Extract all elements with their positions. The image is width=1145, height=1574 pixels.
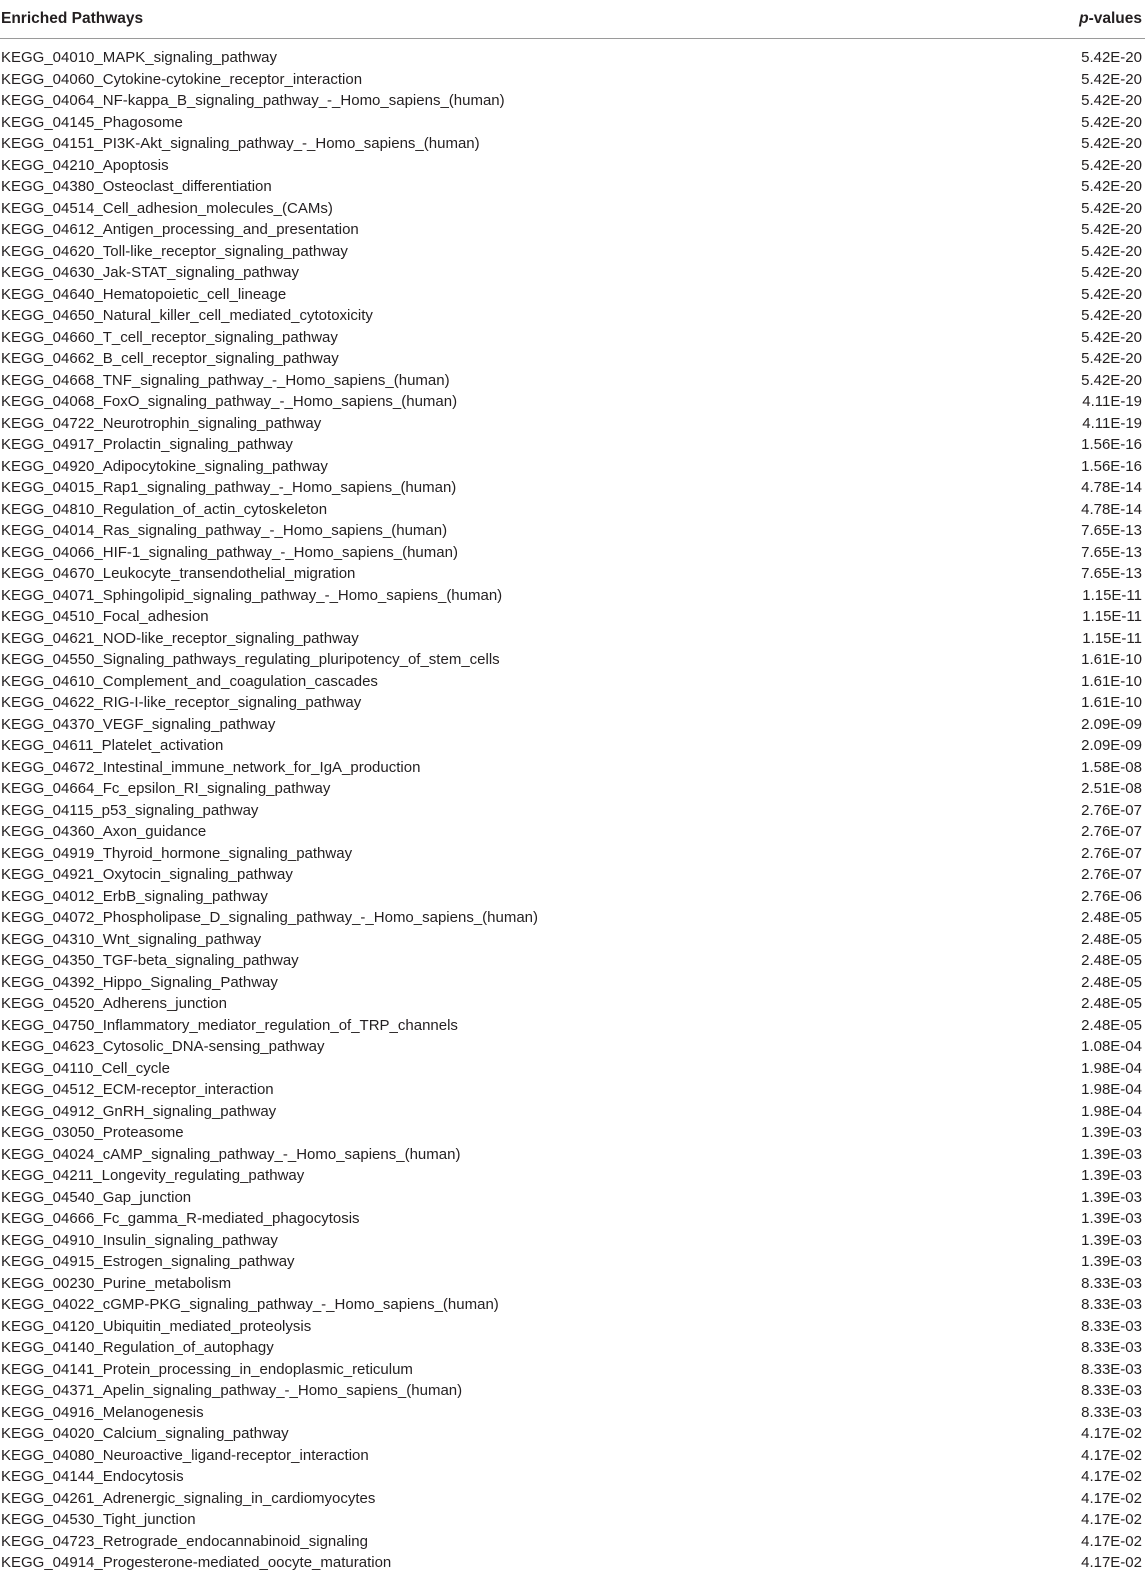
p-value: 1.61E-10 [1081,672,1142,690]
table-row [0,886,1145,908]
pathway-name: KEGG_04540_Gap_junction [1,1188,192,1206]
pathway-name: KEGG_04620_Toll-like_receptor_signaling_pathway [1,242,348,260]
column-header-pvalues [1079,10,1142,28]
p-value: 1.08E-04 [1081,1038,1142,1055]
pathway-name: KEGG_04621_NOD-like_receptor_signaling_pathway [1,629,359,647]
pathway-name: KEGG_04014_Ras_signaling_pathway_-_Homo_sapiens_(human) [1,522,448,539]
pathway-name: KEGG_04919_Thyroid_hormone_signaling_pathway [1,844,353,862]
p-value: 2.76E-07 [1081,866,1142,883]
pathway-name: KEGG_04610_Complement_and_coagulation_cascades [1,672,378,690]
p-value: 4.17E-02 [1081,1446,1142,1464]
pathway-name: KEGG_04060_Cytokine-cytokine_receptor_interaction [1,70,363,88]
p-value: 1.58E-08 [1081,758,1142,776]
p-value: 8.33E-03 [1081,1382,1142,1399]
pathway-name: KEGG_04550_Signaling_pathways_regulating_pluripotency_of_stem_cells [1,651,500,668]
table-row [0,1316,1145,1338]
pathway-name: KEGG_04912_GnRH_signaling_pathway [1,1102,277,1120]
p-value: 1.39E-03 [1081,1124,1142,1141]
table-row [0,1251,1145,1273]
pathway-name: KEGG_04910_Insulin_signaling_pathway [1,1231,278,1249]
p-value: 4.78E-14 [1081,500,1142,518]
pathway-name: KEGG_04211_Longevity_regulating_pathway [1,1167,305,1184]
pathway-name: KEGG_04015_Rap1_signaling_pathway_-_Homo_sapiens_(human) [1,479,457,496]
p-value: 8.33E-03 [1081,1317,1142,1335]
pathway-name: KEGG_04915_Estrogen_signaling_pathway [1,1253,295,1270]
table-row [0,1144,1145,1166]
table-row [0,843,1145,865]
p-value: 4.17E-02 [1081,1468,1142,1485]
table-row [0,1359,1145,1381]
table-row [0,1101,1145,1123]
table-row [0,1402,1145,1424]
p-value: 5.42E-20 [1081,371,1142,389]
table-row [0,1165,1145,1187]
p-value: 5.42E-20 [1081,350,1142,367]
column-header-pvalues-italic: p [1079,10,1089,27]
p-value: 8.33E-03 [1081,1360,1142,1378]
table-row [0,585,1145,607]
table-row [0,1509,1145,1531]
pathway-name: KEGG_04668_TNF_signaling_pathway_-_Homo_sapiens_(human) [1,371,450,389]
p-value: 1.39E-03 [1081,1210,1142,1227]
p-value: 1.98E-04 [1081,1081,1142,1098]
pathway-name: KEGG_04022_cGMP-PKG_signaling_pathway_-_Homo_sapiens_(human) [1,1296,499,1313]
pathway-name: KEGG_04662_B_cell_receptor_signaling_pathway [1,350,339,367]
pathway-name: KEGG_04392_Hippo_Signaling_Pathway [1,973,278,991]
table-row [0,1337,1145,1359]
table-row [0,778,1145,800]
pathway-name: KEGG_04072_Phospholipase_D_signaling_pathway_-_Homo_sapiens_(human) [1,909,539,926]
pathway-name: KEGG_04012_ErbB_signaling_pathway [1,887,268,905]
p-value: 5.42E-20 [1081,113,1142,131]
p-value: 2.76E-07 [1081,823,1142,840]
pathway-name: KEGG_00230_Purine_metabolism [1,1274,232,1292]
table-row [0,628,1145,650]
table-row [0,477,1145,499]
table-row [0,456,1145,478]
table-row [0,241,1145,263]
p-value: 1.98E-04 [1081,1102,1142,1120]
table-row [0,69,1145,91]
p-value: 4.17E-02 [1081,1554,1142,1571]
pathway-name: KEGG_04914_Progesterone-mediated_oocyte_maturation [1,1554,392,1571]
table-row [0,993,1145,1015]
p-value: 1.39E-03 [1081,1253,1142,1270]
p-value: 7.65E-13 [1081,565,1142,582]
p-value: 2.48E-05 [1081,930,1142,948]
pathway-name: KEGG_04664_Fc_epsilon_RI_signaling_pathway [1,780,331,797]
p-value: 5.42E-20 [1081,307,1142,324]
pathway-name: KEGG_04917_Prolactin_signaling_pathway [1,436,293,453]
p-value: 5.42E-20 [1081,92,1142,109]
table-row [0,520,1145,542]
table-row [0,1273,1145,1295]
table-row [0,1230,1145,1252]
table-row [0,692,1145,714]
p-value: 1.39E-03 [1081,1188,1142,1206]
p-value: 7.65E-13 [1081,522,1142,539]
table-row [0,1294,1145,1316]
pathway-name: KEGG_04640_Hematopoietic_cell_lineage [1,285,287,303]
table-row [0,1466,1145,1488]
p-value: 1.15E-11 [1082,586,1142,604]
p-value: 1.98E-04 [1081,1059,1142,1077]
table-row [0,305,1145,327]
pathway-name: KEGG_04371_Apelin_signaling_pathway_-_Homo_sapiens_(human) [1,1382,463,1399]
pathway-name: KEGG_04144_Endocytosis [1,1468,184,1485]
table-row [0,972,1145,994]
p-value: 2.51E-08 [1081,780,1142,797]
pathway-name: KEGG_04210_Apoptosis [1,156,169,174]
pathway-name: KEGG_04660_T_cell_receptor_signaling_pathway [1,328,338,346]
pathway-name: KEGG_04670_Leukocyte_transendothelial_migration [1,565,356,582]
pathway-name: KEGG_04514_Cell_adhesion_molecules_(CAMs) [1,199,333,217]
table-row [0,219,1145,241]
p-value: 4.17E-02 [1081,1425,1142,1442]
table-body [0,47,1145,1574]
table-row [0,542,1145,564]
table-row [0,929,1145,951]
pathway-name: KEGG_04612_Antigen_processing_and_presentation [1,221,359,238]
column-header-pvalues-rest: -values [1088,10,1142,27]
pathway-name: KEGG_04920_Adipocytokine_signaling_pathway [1,457,328,475]
table-row [0,821,1145,843]
pathway-name: KEGG_04024_cAMP_signaling_pathway_-_Homo_sapiens_(human) [1,1145,461,1163]
table-row [0,800,1145,822]
pathway-name: KEGG_04010_MAPK_signaling_pathway [1,49,278,66]
table-row [0,413,1145,435]
table-row [0,950,1145,972]
p-value: 4.17E-02 [1081,1532,1142,1550]
table-row [0,1015,1145,1037]
table-row [0,348,1145,370]
table-row [0,434,1145,456]
p-value: 2.48E-05 [1081,995,1142,1012]
p-value: 2.09E-09 [1081,737,1142,754]
table-row [0,1445,1145,1467]
pathway-name: KEGG_04530_Tight_junction [1,1511,196,1528]
table-row [0,735,1145,757]
pathway-name: KEGG_04350_TGF-beta_signaling_pathway [1,952,299,969]
pathway-name: KEGG_04110_Cell_cycle [1,1059,170,1077]
pathway-name: KEGG_04115_p53_signaling_pathway [1,801,259,819]
table-row [0,1380,1145,1402]
column-header-pathways: Enriched Pathways [1,10,144,27]
pathway-name: KEGG_04020_Calcium_signaling_pathway [1,1425,289,1442]
p-value: 8.33E-03 [1081,1339,1142,1356]
table-row [0,757,1145,779]
table-row [0,499,1145,521]
pathway-name: KEGG_04510_Focal_adhesion [1,608,209,625]
pathway-name: KEGG_04666_Fc_gamma_R-mediated_phagocytosis [1,1210,360,1227]
p-value: 1.56E-16 [1081,436,1142,453]
p-value: 1.61E-10 [1081,651,1142,668]
p-value: 5.42E-20 [1081,135,1142,152]
p-value: 7.65E-13 [1081,543,1142,561]
p-value: 1.39E-03 [1081,1231,1142,1249]
pathway-name: KEGG_04360_Axon_guidance [1,823,207,840]
p-value: 4.11E-19 [1082,414,1142,432]
pathway-name: KEGG_04071_Sphingolipid_signaling_pathway_-_Homo_sapiens_(human) [1,586,503,604]
p-value: 8.33E-03 [1081,1403,1142,1421]
pathway-name: KEGG_04141_Protein_processing_in_endoplasmic_reticulum [1,1360,413,1378]
pathway-name: KEGG_04066_HIF-1_signaling_pathway_-_Homo_sapiens_(human) [1,543,458,561]
p-value: 2.48E-05 [1081,1016,1142,1034]
table-row [0,90,1145,112]
table-row [0,714,1145,736]
pathway-name: KEGG_04921_Oxytocin_signaling_pathway [1,866,293,883]
p-value: 5.42E-20 [1081,242,1142,260]
table-row [0,1079,1145,1101]
p-value: 4.17E-02 [1081,1489,1142,1507]
p-value: 2.48E-05 [1081,909,1142,926]
table-row [0,864,1145,886]
table-row [0,671,1145,693]
table-row [0,1122,1145,1144]
p-value: 4.78E-14 [1081,479,1142,496]
p-value: 1.56E-16 [1081,457,1142,475]
pathway-name: KEGG_04080_Neuroactive_ligand-receptor_interaction [1,1446,369,1464]
pathway-name: KEGG_04722_Neurotrophin_signaling_pathway [1,414,322,432]
table-row [0,649,1145,671]
p-value: 2.48E-05 [1081,973,1142,991]
table-row [0,907,1145,929]
p-value: 5.42E-20 [1081,264,1142,281]
pathway-name: KEGG_04623_Cytosolic_DNA-sensing_pathway [1,1038,325,1055]
table-row [0,1036,1145,1058]
pathway-name: KEGG_04650_Natural_killer_cell_mediated_cytotoxicity [1,307,373,324]
p-value: 5.42E-20 [1081,156,1142,174]
p-value: 5.42E-20 [1081,199,1142,217]
table-row [0,47,1145,69]
table-row [0,198,1145,220]
p-value: 2.76E-06 [1081,887,1142,905]
pathway-name: KEGG_04723_Retrograde_endocannabinoid_signaling [1,1532,368,1550]
pathway-name: KEGG_04512_ECM-receptor_interaction [1,1081,274,1098]
table-row [0,327,1145,349]
table-row [0,112,1145,134]
table-row [0,133,1145,155]
pathway-name: KEGG_04261_Adrenergic_signaling_in_cardiomyocytes [1,1489,376,1507]
table-row [0,284,1145,306]
table-row [0,1531,1145,1553]
table-row [0,606,1145,628]
p-value: 5.42E-20 [1081,178,1142,195]
table-row [0,391,1145,413]
pathway-name: KEGG_04916_Melanogenesis [1,1403,204,1421]
p-value: 5.42E-20 [1081,49,1142,66]
p-value: 1.15E-11 [1082,629,1142,647]
pathway-name: KEGG_04068_FoxO_signaling_pathway_-_Homo_sapiens_(human) [1,393,458,410]
p-value: 1.15E-11 [1082,608,1142,625]
pathway-name: KEGG_04064_NF-kappa_B_signaling_pathway_-_Homo_sapiens_(human) [1,92,505,109]
pathway-name: KEGG_04750_Inflammatory_mediator_regulation_of_TRP_channels [1,1016,458,1034]
table-row [0,1058,1145,1080]
table-row [0,1187,1145,1209]
table-row [0,563,1145,585]
p-value: 4.17E-02 [1081,1511,1142,1528]
p-value: 4.11E-19 [1082,393,1142,410]
pathway-name: KEGG_04370_VEGF_signaling_pathway [1,715,276,733]
p-value: 2.09E-09 [1081,715,1142,733]
p-value: 2.76E-07 [1081,844,1142,862]
table-row [0,1208,1145,1230]
p-value: 1.39E-03 [1081,1167,1142,1184]
pathway-name: KEGG_04120_Ubiquitin_mediated_proteolysis [1,1317,312,1335]
table-header [0,0,1145,39]
pathway-name: KEGG_04810_Regulation_of_actin_cytoskeleton [1,500,328,518]
p-value: 5.42E-20 [1081,221,1142,238]
table-row [0,262,1145,284]
pathway-name: KEGG_04151_PI3K-Akt_signaling_pathway_-_Homo_sapiens_(human) [1,135,480,152]
p-value: 1.39E-03 [1081,1145,1142,1163]
pathway-name: KEGG_04310_Wnt_signaling_pathway [1,930,262,948]
p-value: 8.33E-03 [1081,1274,1142,1292]
p-value: 5.42E-20 [1081,285,1142,303]
table-row [0,155,1145,177]
table-row [0,370,1145,392]
pathway-name: KEGG_04630_Jak-STAT_signaling_pathway [1,264,299,281]
p-value: 5.42E-20 [1081,70,1142,88]
pathway-name: KEGG_04611_Platelet_activation [1,737,224,754]
table-row [0,1488,1145,1510]
table-row [0,1423,1145,1445]
table-row [0,176,1145,198]
pathway-name: KEGG_04672_Intestinal_immune_network_for_IgA_production [1,758,421,776]
table-row [0,1552,1145,1574]
pathway-name: KEGG_04622_RIG-I-like_receptor_signaling_pathway [1,694,362,711]
p-value: 2.76E-07 [1081,801,1142,819]
pathway-name: KEGG_03050_Proteasome [1,1124,184,1141]
pathway-name: KEGG_04145_Phagosome [1,113,183,131]
pathway-name: KEGG_04140_Regulation_of_autophagy [1,1339,274,1356]
p-value: 8.33E-03 [1081,1296,1142,1313]
pathway-name: KEGG_04380_Osteoclast_differentiation [1,178,272,195]
pathway-name: KEGG_04520_Adherens_junction [1,995,227,1012]
p-value: 5.42E-20 [1081,328,1142,346]
p-value: 1.61E-10 [1081,694,1142,711]
p-value: 2.48E-05 [1081,952,1142,969]
